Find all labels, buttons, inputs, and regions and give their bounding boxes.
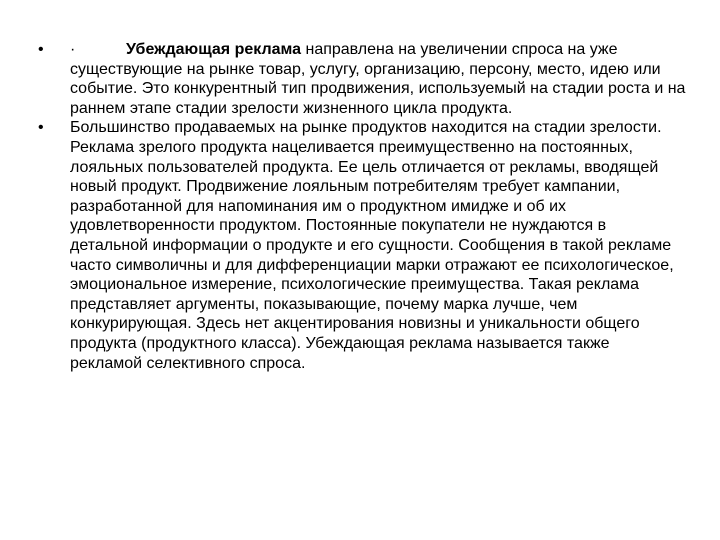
bold-term: Убеждающая реклама bbox=[126, 41, 302, 58]
bullet-item-persuasive-advertising bbox=[38, 40, 686, 118]
bullet-text: направлена на увеличении спроса на уже существующие на рынке товар, услугу, организацию, персону, место, идею или событие. Это конкурентный тип продвижения, используемый на стадии роста и на раннем этапе стадии зрелости жизненного цикла продукта. bbox=[70, 41, 686, 117]
bullet-icon: • bbox=[38, 119, 44, 137]
middle-dot-symbol: · bbox=[70, 41, 76, 58]
bullet-list bbox=[38, 40, 686, 373]
bullet-item-mature-products bbox=[38, 118, 686, 373]
bullet-icon: • bbox=[38, 41, 44, 58]
bullet-text: Большинство продаваемых на рынке продуктов находится на стадии зрелости. Реклама зрелого продукта нацеливается преимущественно на постоянных, лояльных пользователей продукта. Ее цель отличается от рекламы, вводящей новый продукт. Продвижение лояльным потребителям требует кампании, разработанной для напоминания им о продуктном имидже и об их удовлетворенности продуктом. Постоянные покупатели не нуждаются в детальной информации о продукте и его сущности. Сообщения в такой рекламе часто символичны и для дифференциации марки отражают ее психологическое, эмоциональное измерение, психологические преимущества. Такая реклама представляет аргументы, показывающие, почему марка лучше, чем конкурирующая. Здесь нет акцентирования новизны и уникальности общего продукта (продуктного класса). Убеждающая реклама называется также рекламой селективного спроса. bbox=[70, 119, 674, 372]
